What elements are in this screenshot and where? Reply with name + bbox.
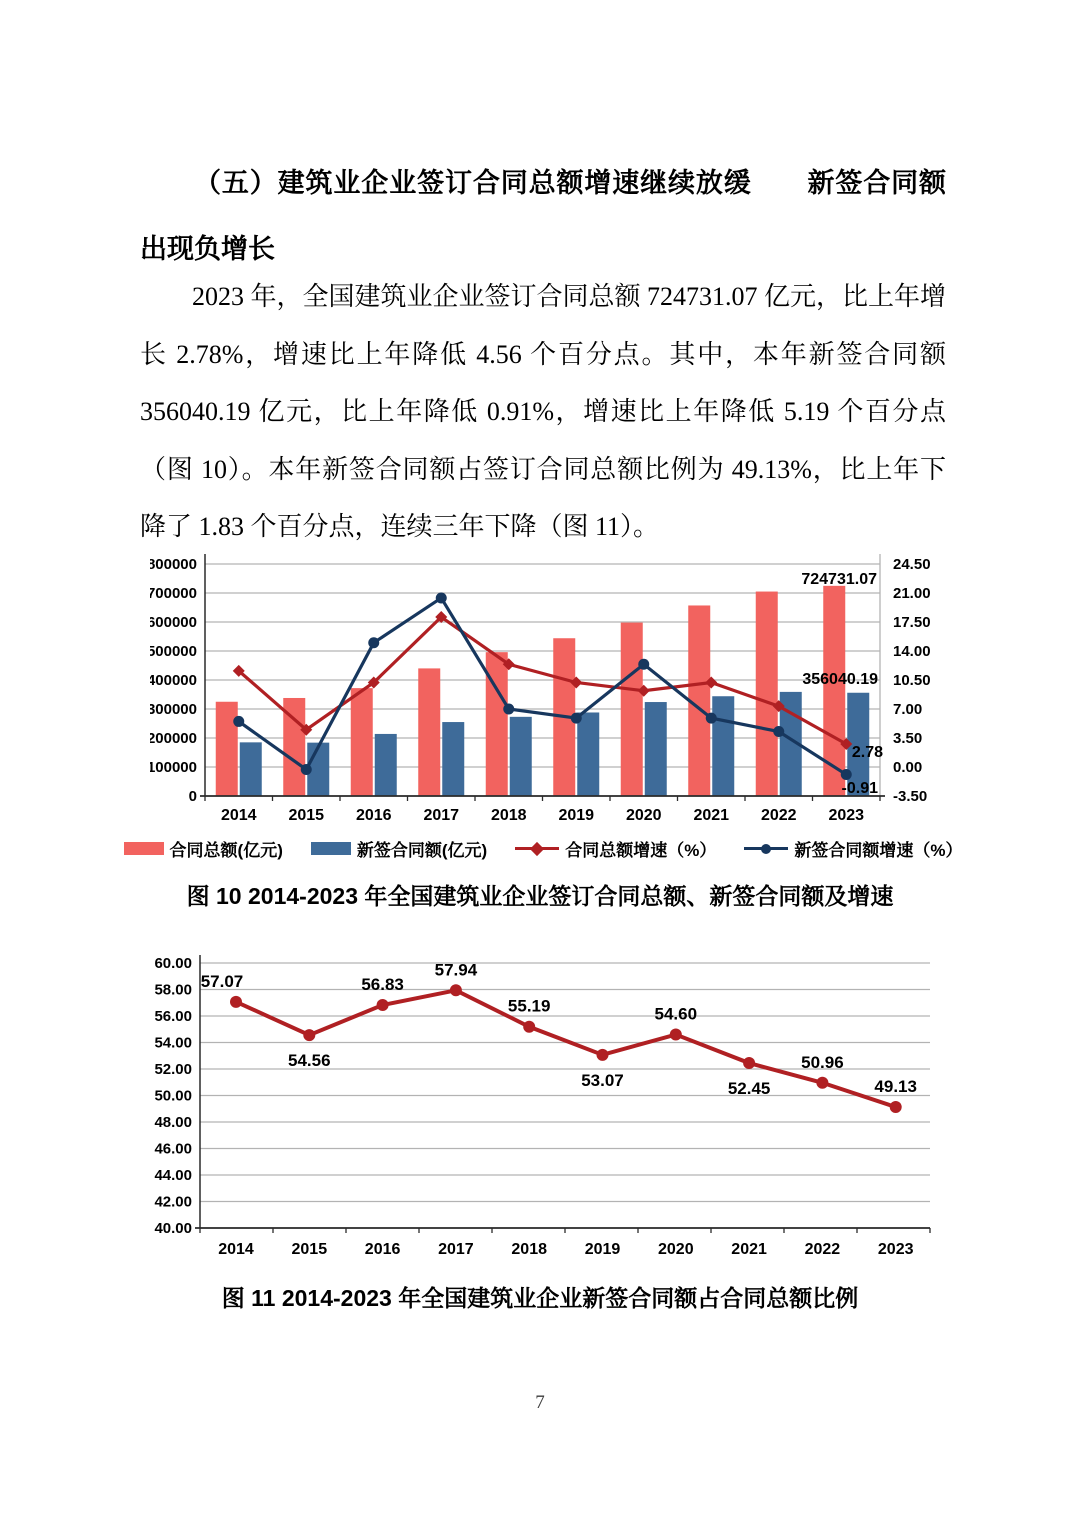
y-axis-tick: 58.00: [154, 981, 192, 999]
x-axis-label: 2016: [355, 807, 392, 824]
data-label: 54.60: [654, 1004, 698, 1024]
data-label: 52.45: [727, 1079, 771, 1099]
y-axis-tick: 54.00: [154, 1034, 192, 1052]
x-axis-label: 2018: [490, 807, 527, 824]
y-axis-tick: 60.00: [154, 955, 192, 972]
data-label: 56.83: [361, 975, 404, 995]
legend-label: 合同总额增速（%）: [565, 841, 717, 860]
right-axis-tick: 21.00: [893, 585, 931, 602]
x-axis-label: 2015: [291, 1241, 328, 1258]
data-label: 724731.07: [801, 571, 877, 588]
legend-total-bar: [124, 836, 283, 861]
left-axis-tick: 700000: [150, 585, 197, 602]
bar-series: [216, 586, 870, 796]
data-label: -0.91: [841, 780, 878, 797]
legend-swatch-bar-icon: [124, 842, 164, 855]
left-axis-tick: 100000: [150, 759, 197, 776]
figure10-chart: [150, 550, 936, 850]
figure11-caption: 图 11 2014-2023 年全国建筑业企业新签合同额占合同总额比例: [221, 1285, 859, 1311]
line-circle: [239, 598, 847, 775]
y-axis-tick: 44.00: [154, 1167, 192, 1184]
left-axis-tick: 200000: [150, 730, 197, 747]
figure10-svg: [150, 550, 936, 850]
right-axis-tick: 3.50: [893, 730, 923, 747]
left-axis-tick: 400000: [150, 672, 197, 689]
left-axis-tick: 500000: [150, 643, 197, 660]
data-label: 54.56: [288, 1051, 331, 1071]
section-heading: （五）建筑业企业签订合同总额增速继续放缓 新签合同额出现负增长: [140, 168, 946, 264]
y-axis-tick: 42.00: [154, 1193, 192, 1211]
legend-total-line: [515, 836, 716, 861]
x-axis-label: 2015: [288, 807, 325, 824]
right-axis-tick: 14.00: [893, 643, 931, 660]
legend-swatch-circle-icon: [744, 842, 788, 856]
legend-label: 合同总额(亿元): [169, 841, 283, 860]
figure10-caption: 图 10 2014-2023 年全国建筑业企业签订合同总额、新签合同额及增速: [186, 883, 894, 909]
figure11-svg: [145, 945, 935, 1263]
x-axis-label: 2023: [877, 1241, 914, 1258]
x-axis-label: 2014: [218, 1241, 254, 1258]
right-axis-tick: 17.50: [893, 614, 931, 631]
left-axis-tick: 800000: [150, 556, 197, 573]
right-axis-tick: 7.00: [893, 701, 923, 718]
data-label: 57.94: [434, 960, 478, 980]
legend-swatch-diamond-icon: [515, 842, 559, 856]
left-axis-tick: 300000: [150, 701, 197, 718]
figure10-legend: [150, 836, 963, 861]
x-axis-label: 2020: [658, 1241, 694, 1258]
y-axis-tick: 56.00: [154, 1008, 192, 1025]
page-number: 7: [535, 1392, 545, 1413]
x-axis-label: 2022: [760, 807, 797, 824]
data-label: 49.13: [874, 1077, 917, 1097]
x-axis-label: 2019: [558, 807, 595, 824]
legend-new-bar: [311, 836, 487, 861]
x-axis-label: 2020: [625, 807, 662, 824]
data-label: 55.19: [507, 996, 551, 1016]
body-paragraph: 2023 年，全国建筑业企业签订合同总额 724731.07 亿元，比上年增长 2.78%，增速比上年降低 4.56 个百分点。其中，本年新签合同额 356040.19 亿元，比上年降低 0.91%，增速比上年降低 5.19 个百分点（图 10）。本年新签合同额占签订合同总额比例为 49.13%，比上年下降了 1.83 个百分点，连续三年下降（图 11）。: [140, 282, 947, 541]
x-axis-label: 2019: [584, 1241, 621, 1258]
x-axis-label: 2022: [804, 1241, 841, 1258]
x-axis-label: 2018: [511, 1241, 547, 1258]
legend-swatch-bar-icon: [311, 842, 351, 855]
grid-lines: [205, 564, 880, 796]
right-axis-tick: 10.50: [893, 672, 931, 689]
ratio-line: [236, 990, 896, 1107]
y-axis-tick: 48.00: [154, 1114, 192, 1131]
x-axis-label: 2016: [364, 1241, 401, 1258]
x-axis-label: 2017: [438, 1241, 474, 1258]
right-axis-tick: 24.50: [893, 556, 931, 573]
y-axis-tick: 50.00: [154, 1087, 192, 1105]
data-label: 53.07: [581, 1070, 624, 1090]
figure11-chart: [145, 945, 935, 1263]
y-axis-tick: 52.00: [154, 1061, 192, 1078]
data-label: 2.78: [851, 744, 883, 761]
x-axis-label: 2023: [828, 807, 865, 824]
right-axis-tick: -3.50: [893, 788, 928, 805]
legend-label: 新签合同额增速（%）: [794, 841, 963, 860]
y-axis-tick: 46.00: [154, 1140, 192, 1158]
x-axis-label: 2014: [220, 807, 257, 824]
data-label: 57.07: [200, 971, 244, 991]
data-label: 356040.19: [802, 671, 878, 688]
left-axis-tick: 0: [188, 788, 197, 805]
x-axis-label: 2021: [693, 807, 730, 824]
x-axis-label: 2017: [423, 807, 460, 824]
left-axis-tick: 600000: [150, 614, 197, 631]
x-axis-label: 2021: [731, 1241, 767, 1258]
legend-label: 新签合同额(亿元): [356, 841, 488, 860]
legend-new-line: [744, 836, 962, 861]
right-axis-tick: 0.00: [893, 759, 923, 776]
y-axis-tick: 40.00: [154, 1220, 192, 1237]
data-label: 50.96: [801, 1052, 844, 1072]
